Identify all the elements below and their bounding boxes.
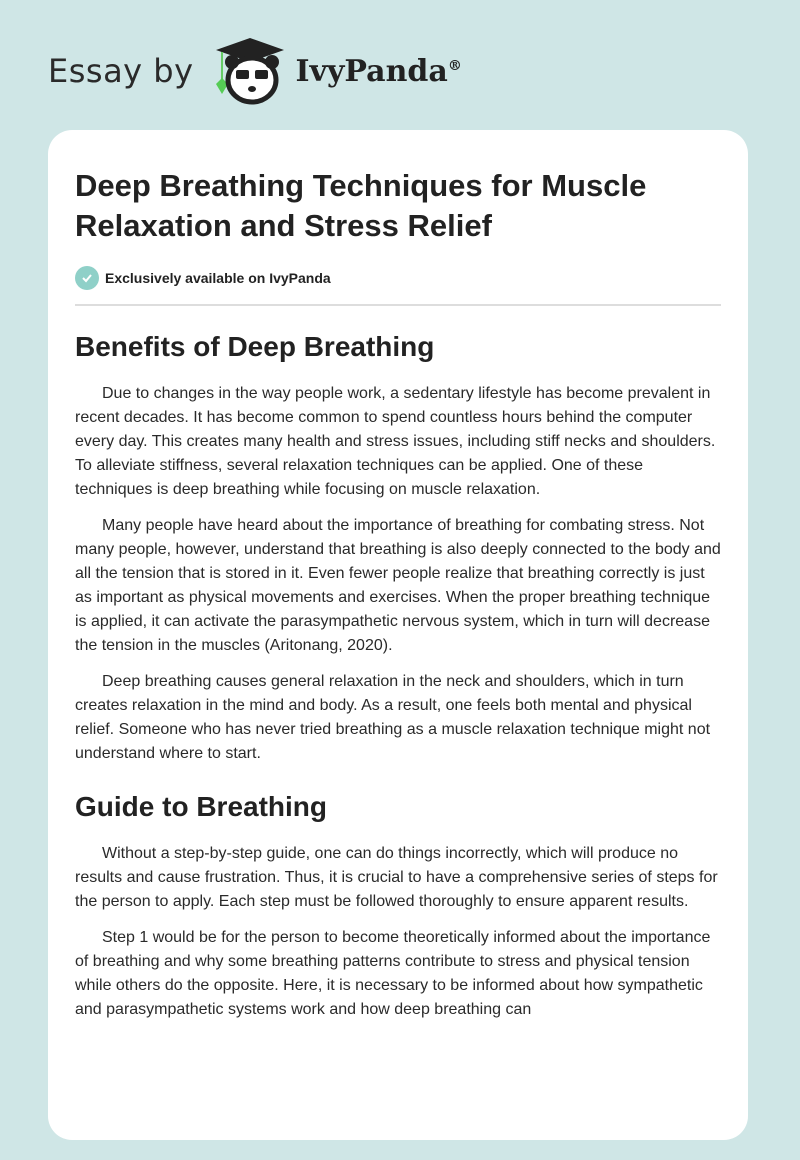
brand-name[interactable] bbox=[296, 54, 462, 89]
check-icon bbox=[75, 266, 99, 290]
essay-by-label: Essay by bbox=[48, 52, 194, 90]
brand-text: IvyPanda bbox=[295, 53, 448, 89]
panda-logo-icon[interactable] bbox=[208, 36, 288, 106]
badge-label: Exclusively available on IvyPanda bbox=[105, 270, 331, 286]
exclusive-badge bbox=[75, 266, 721, 290]
registered-mark: ® bbox=[447, 57, 462, 74]
essay-card bbox=[48, 130, 748, 1140]
divider bbox=[75, 304, 721, 306]
paragraph: Deep breathing causes general relaxation in the neck and shoulders, which in turn creates relaxation in the mind and body. As a result, one feels both mental and physical relief. Someone who has never tried breathing as a muscle relaxation technique might not understand where to start. bbox=[75, 673, 711, 762]
paragraph: Step 1 would be for the person to become theoretically informed about the importance of breathing and why some breathing patterns contribute to stress and physical tension while others do the opposite. Here, it is necessary to be informed about how sympathetic and parasympathetic systems work and how deep breathing can bbox=[75, 929, 711, 1018]
paragraph: Without a step-by-step guide, one can do things incorrectly, which will produce no results and cause frustration. Thus, it is crucial to have a comprehensive series of steps for the person to apply. Each step must be followed thoroughly to ensure apparent results. bbox=[75, 845, 718, 910]
paragraph: Due to changes in the way people work, a sedentary lifestyle has become prevalent in recent decades. It has become common to spend countless hours behind the computer every day. This creates many health and stress issues, including stiff necks and shoulders. To alleviate stiffness, several relaxation techniques can be applied. One of these techniques is deep breathing while focusing on muscle relaxation. bbox=[75, 385, 716, 498]
essay-title: Deep Breathing Techniques for Muscle Relaxation and Stress Relief bbox=[75, 168, 647, 243]
site-header bbox=[48, 36, 462, 106]
section-heading: Guide to Breathing bbox=[75, 791, 327, 822]
section-heading: Benefits of Deep Breathing bbox=[75, 331, 435, 362]
paragraph: Many people have heard about the importance of breathing for combating stress. Not many people, however, understand that breathing is also deeply connected to the body and all the tension that is stored in it. Even fewer people realize that breathing correctly is just as important as physical movements and exercises. When the proper breathing technique is applied, it can activate the parasympathetic nervous system, which in turn will decrease the tension in the muscles (Aritonang, 2020). bbox=[75, 517, 721, 654]
